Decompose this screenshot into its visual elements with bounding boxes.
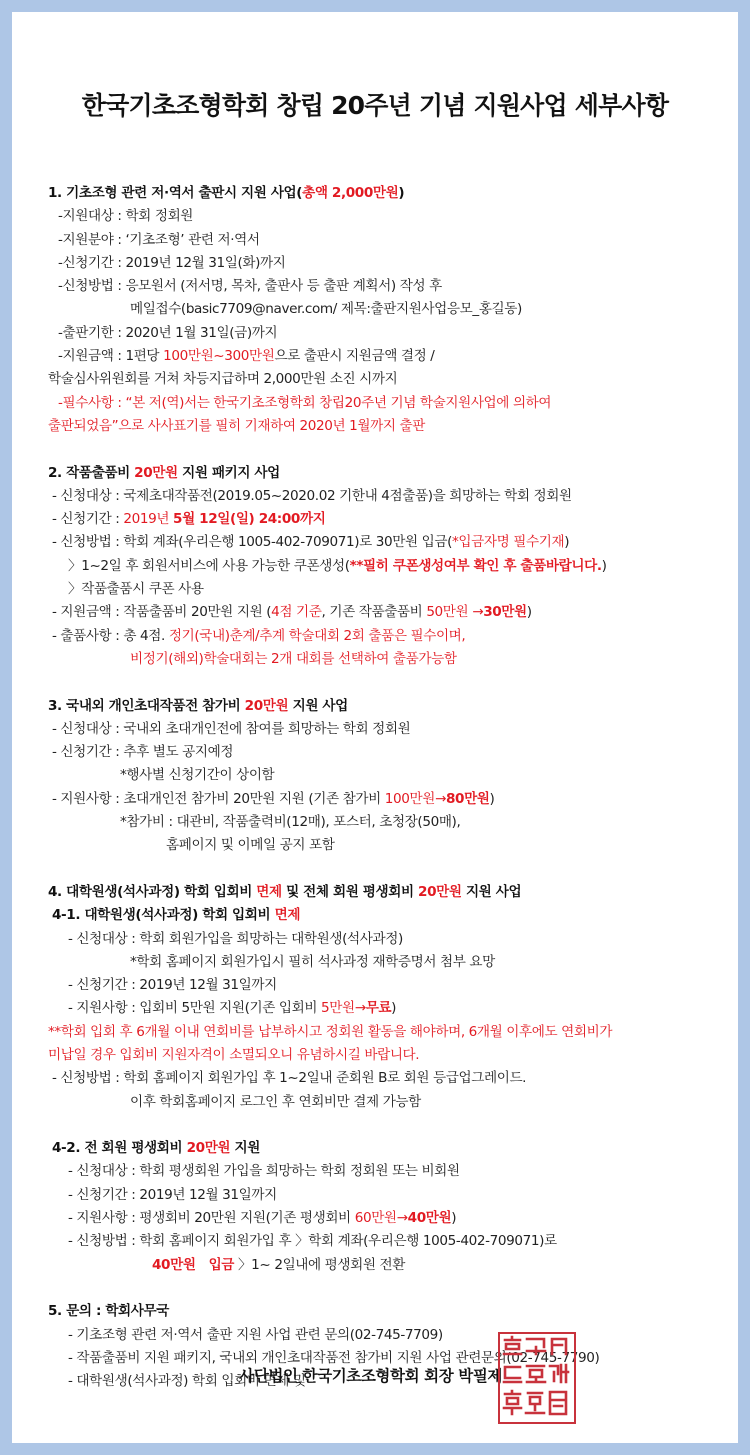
s2-coupon: 〉1~2일 후 회원서비스에 사용 가능한 쿠폰생성(**필히 쿠폰생성여부 확인 후 출품바랍니다.) xyxy=(68,557,607,574)
section-4-2-heading: 4-2. 전 회원 평생회비 20만원 지원 xyxy=(52,1140,260,1157)
s4-1-support: - 지원사항 : 입회비 5만원 지원(기존 입회비 5만원→무료) xyxy=(68,1000,397,1017)
s4-1-target-note: *학회 홈페이지 회원가입시 필히 석사과정 재학증명서 첨부 요망 xyxy=(130,953,495,970)
official-seal xyxy=(498,1332,576,1424)
s1-amount: -지원금액 : 1편당 100만원~300만원으로 출판시 지원금액 결정 / xyxy=(58,348,435,365)
section-5-heading: 5. 문의 : 학회사무국 xyxy=(48,1303,169,1320)
s4-1-target: - 신청대상 : 학회 회원가입을 희망하는 대학원생(석사과정) xyxy=(68,930,403,947)
s4-2-target: - 신청대상 : 학회 평생회원 가입을 희망하는 학회 정회원 또는 비회원 xyxy=(68,1163,460,1180)
s5-contact-publishing: - 기초조형 관련 저·역서 출판 지원 사업 관련 문의(02-745-7709) xyxy=(68,1326,443,1343)
s1-deadline: -출판기한 : 2020년 1월 31일(금)까지 xyxy=(58,324,278,341)
s3-period-note: *행사별 신청기간이 상이함 xyxy=(120,767,275,784)
s4-2-method-cont: 40만원 입금 〉1~ 2일내에 평생회원 전환 xyxy=(152,1256,405,1273)
s2-period: - 신청기간 : 2019년 5월 12일(일) 24:00까지 xyxy=(52,511,326,528)
s4-2-method: - 신청방법 : 학회 홈페이지 회원가입 후 〉학회 계좌(우리은행 1005-402-709071)로 xyxy=(68,1233,557,1250)
s2-target: - 신청대상 : 국제초대작품전(2019.05~2020.02 기한내 4점출품)을 희망하는 학회 정회원 xyxy=(52,487,572,504)
s4-1-method-cont: 이후 학회홈페이지 로그인 후 연회비만 결제 가능함 xyxy=(130,1093,421,1110)
section-4-heading: 4. 대학원생(석사과정) 학회 입회비 면제 및 전체 회원 평생회비 20만원 지원 사업 xyxy=(48,883,522,900)
s1-period: -신청기간 : 2019년 12월 31일(화)까지 xyxy=(58,254,286,271)
s4-1-period: - 신청기간 : 2019년 12월 31일까지 xyxy=(68,977,277,994)
document-page xyxy=(12,12,738,1443)
section-3-heading: 3. 국내외 개인초대작품전 참가비 20만원 지원 사업 xyxy=(48,697,348,714)
s4-1-warning: **학회 입회 후 6개월 이내 연회비를 납부하시고 정회원 활동을 해야하며, 6개월 이후에도 연회비가 xyxy=(48,1023,613,1040)
s3-fee-detail-cont: 홈페이지 및 이메일 공지 포함 xyxy=(166,837,335,854)
president-signature: 사단법인 한국기초조형학회 회장 박필제 xyxy=(239,1367,502,1385)
s3-support: - 지원사항 : 초대개인전 참가비 20만원 지원 (기존 참가비 100만원→80만원) xyxy=(52,790,495,807)
s2-method: - 신청방법 : 학회 계좌(우리은행 1005-402-709071)로 30만원 입금(*입금자명 필수기재) xyxy=(52,534,570,551)
s1-method-email: 메일접수(basic7709@naver.com/ 제목:출판지원사업응모_홍길동) xyxy=(130,301,522,318)
s1-amount-note: 학술심사위원회를 거쳐 차등지급하며 2,000만원 소진 시까지 xyxy=(48,371,398,388)
s5-contact-graduate: - 대학원생(석사과정) 학회 입회비 면제 및 xyxy=(68,1373,306,1390)
s1-requirement: -필수사항 : “본 저(역)서는 한국기초조형학회 창립20주년 기념 학술지원사업에 의하여 xyxy=(58,394,552,411)
document-body xyxy=(48,182,728,1393)
s2-entries-cont: 비정기(해외)학술대회는 2개 대회를 선택하여 출품가능함 xyxy=(130,650,457,667)
s1-field: -지원분야 : ‘기초조형’ 관련 저·역서 xyxy=(58,231,260,248)
section-4-1-heading: 4-1. 대학원생(석사과정) 학회 입회비 면제 xyxy=(52,907,301,924)
s3-fee-detail: *참가비 : 대관비, 작품출력비(12매), 포스터, 초청장(50매), xyxy=(120,814,461,831)
section-1-heading: 1. 기초조형 관련 저·역서 출판시 지원 사업(총액 2,000만원) xyxy=(48,185,405,201)
s2-amount: - 지원금액 : 작품출품비 20만원 지원 (4점 기준, 기존 작품출품비 50만원 →30만원) xyxy=(52,604,532,621)
s4-1-warning-cont: 미납일 경우 입회비 지원자격이 소멸되오니 유념하시길 바랍니다. xyxy=(48,1046,420,1063)
section-2-heading: 2. 작품출품비 20만원 지원 패키지 사업 xyxy=(48,464,280,481)
page-title: 한국기초조형학회 창립 20주년 기념 지원사업 세부사항 xyxy=(81,91,669,120)
s3-period: - 신청기간 : 추후 별도 공지예정 xyxy=(52,744,234,761)
s5-contact-exhibition: - 작품출품비 지원 패키지, 국내외 개인초대작품전 참가비 지원 사업 관련문의(02-745-7790) xyxy=(68,1349,600,1366)
s2-entries: - 출품사항 : 총 4점. 정기(국내)춘계/추계 학술대회 2회 출품은 필수이며, xyxy=(52,627,466,644)
s1-requirement-cont: 출판되었음”으로 사사표기를 필히 기재하여 2020년 1월까지 출판 xyxy=(48,417,425,434)
s4-1-method: - 신청방법 : 학회 홈페이지 회원가입 후 1~2일내 준회원 B로 회원 등급업그레이드. xyxy=(52,1070,527,1087)
s2-coupon-use: 〉작품출품시 쿠폰 사용 xyxy=(68,581,204,598)
seal-glyphs-icon xyxy=(500,1334,573,1421)
s4-2-support: - 지원사항 : 평생회비 20만원 지원(기존 평생회비 60만원→40만원) xyxy=(68,1210,457,1227)
s4-2-period: - 신청기간 : 2019년 12월 31일까지 xyxy=(68,1186,277,1203)
s1-method: -신청방법 : 응모원서 (저서명, 목차, 출판사 등 출판 계획서) 작성 후 xyxy=(58,278,442,295)
s1-target: -지원대상 : 학회 정회원 xyxy=(58,208,194,225)
s3-target: - 신청대상 : 국내외 초대개인전에 참여를 희망하는 학회 정회원 xyxy=(52,720,411,737)
